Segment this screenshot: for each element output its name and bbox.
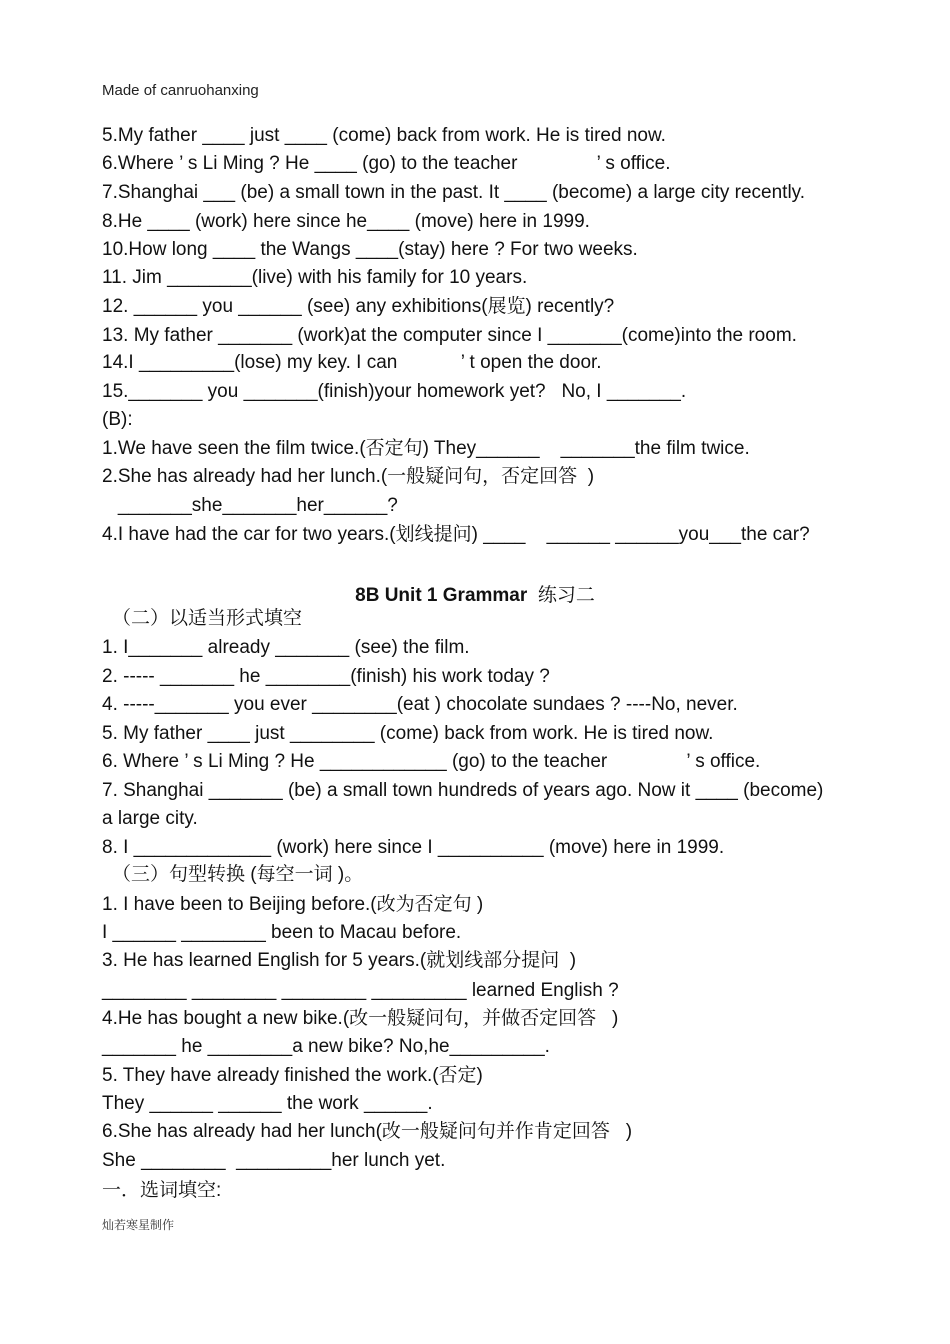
exercise-line: 11. Jim ________(live) with his family for 10 years. — [102, 267, 528, 288]
exercise-line: 7.Shanghai ___ (be) a small town in the past. It ____ (become) a large city recently. — [102, 182, 806, 203]
exercise-line: 10.How long ____ the Wangs ____(stay) here ? For two weeks. — [102, 239, 638, 260]
exercise-line: 5. My father ____ just ________ (come) back from work. He is tired now. — [102, 723, 714, 744]
exercise-line: 6. Where ’ s Li Ming ? He ____________ (go) to the teacher ’ s office. — [102, 751, 761, 772]
exercise-line: 12. ______ you ______ (see) any exhibitions(展览) recently? — [102, 296, 615, 317]
exercise-line: 2.She has already had her lunch.(一般疑问句，否定回答 ) — [102, 466, 595, 487]
exercise-line: ________ ________ ________ _________ learned English ? — [102, 980, 619, 1001]
exercise-line: 8. I _____________ (work) here since I __________ (move) here in 1999. — [102, 837, 725, 858]
exercise-line: 7. Shanghai _______ (be) a small town hundreds of years ago. Now it ____ (become) — [102, 780, 824, 801]
exercise-line: 1.We have seen the film twice.(否定句) They______ _______the film twice. — [102, 438, 750, 459]
exercise-line: _______she_______her______? — [102, 495, 398, 516]
title-rest: 练习二 — [537, 585, 595, 606]
exercise-line: 4. -----_______ you ever ________(eat ) chocolate sundaes ? ----No, never. — [102, 694, 738, 715]
exercise-line: 2. ----- _______ he ________(finish) his work today ? — [102, 666, 550, 687]
page-header: Made of canruohanxing — [102, 82, 259, 99]
exercise-line: 5.My father ____ just ____ (come) back from work. He is tired now. — [102, 125, 666, 146]
title-bold: 8B Unit 1 Grammar — [355, 585, 528, 606]
exercise-line: 14.I _________(lose) my key. I can ’ t open the door. — [102, 352, 602, 373]
exercise-line: She ________ _________her lunch yet. — [102, 1150, 446, 1171]
page-title — [0, 580, 950, 607]
exercise-line: 6.Where ’ s Li Ming ? He ____ (go) to the teacher ’ s office. — [102, 153, 671, 174]
page-footer: 灿若寒星制作 — [102, 1218, 175, 1232]
section-heading: （三）句型转换 (每空一词 )。 — [112, 864, 364, 885]
section-heading: 一．选词填空: — [102, 1180, 222, 1201]
exercise-line: 3. He has learned English for 5 years.(就划线部分提问 ) — [102, 950, 577, 971]
exercise-line: 4.I have had the car for two years.(划线提问) ____ ______ ______you___the car? — [102, 524, 810, 545]
exercise-line: 13. My father _______ (work)at the computer since I _______(come)into the room. — [102, 325, 797, 346]
exercise-line: 1. I have been to Beijing before.(改为否定句 ) — [102, 894, 484, 915]
exercise-line: I ______ ________ been to Macau before. — [102, 922, 462, 943]
exercise-line: _______ he ________a new bike? No,he_________. — [102, 1036, 550, 1057]
exercise-line: 4.He has bought a new bike.(改一般疑问句，并做否定回答 ) — [102, 1008, 619, 1029]
exercise-line: 6.She has already had her lunch(改一般疑问句并作肯定回答 ) — [102, 1121, 633, 1142]
exercise-line: 1. I_______ already _______ (see) the film. — [102, 637, 470, 658]
exercise-line: a large city. — [102, 808, 198, 829]
exercise-line: They ______ ______ the work ______. — [102, 1093, 433, 1114]
exercise-line: 15._______ you _______(finish)your homework yet? No, I _______. — [102, 381, 687, 402]
exercise-line: 8.He ____ (work) here since he____ (move) here in 1999. — [102, 211, 590, 232]
section-heading: （二）以适当形式填空 — [112, 608, 303, 629]
exercise-line: 5. They have already finished the work.(否定) — [102, 1065, 483, 1086]
section-label: (B): — [102, 409, 133, 430]
